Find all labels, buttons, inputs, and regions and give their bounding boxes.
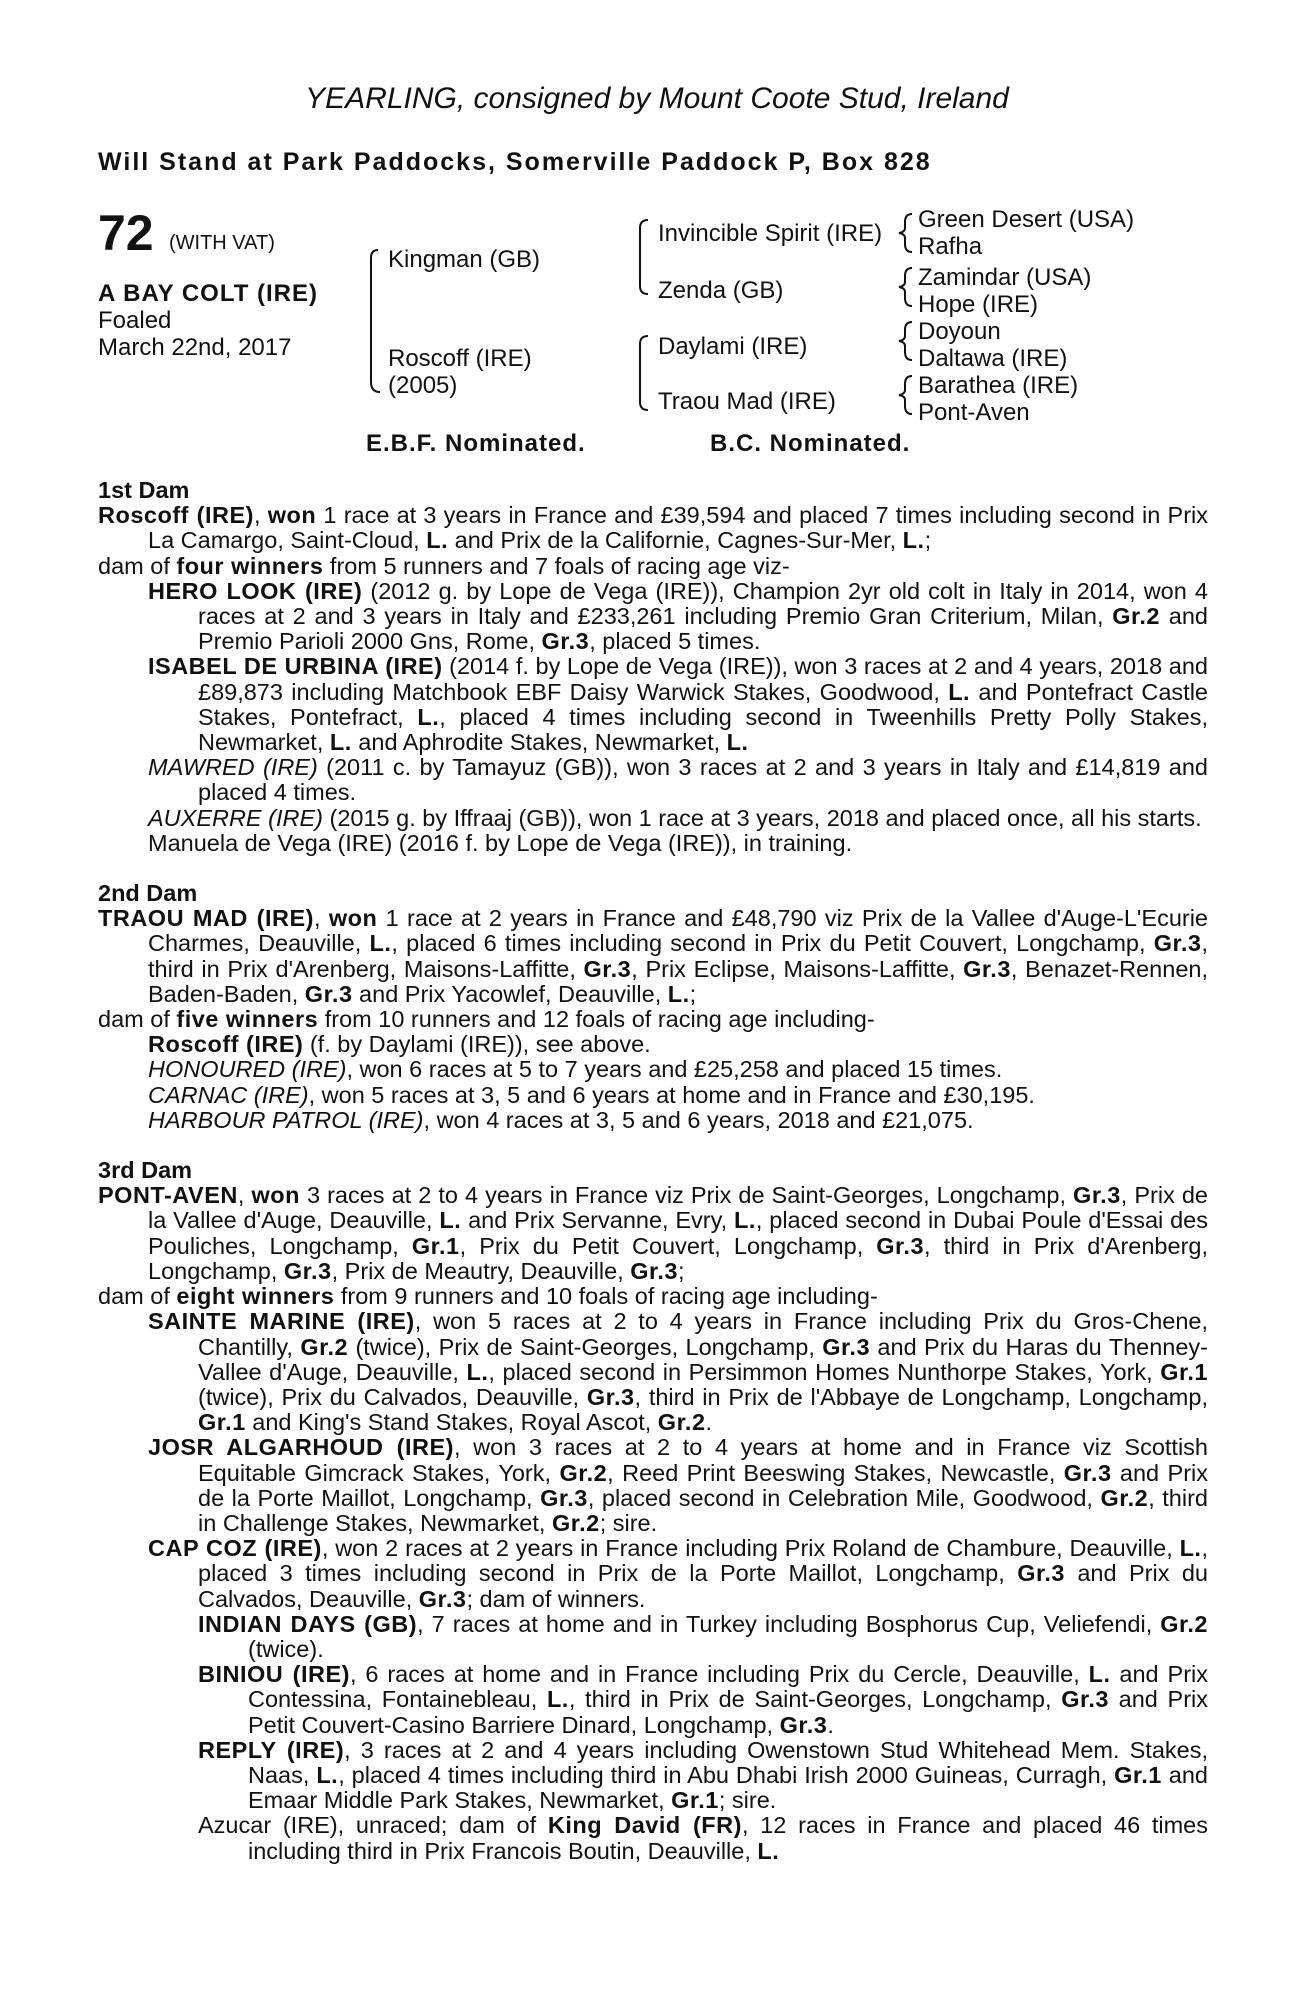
gen3-4: Hope (IRE): [918, 291, 1039, 318]
produce-auxerre: AUXERRE (IRE) (2015 g. by Iffraaj (GB)), won 1 race at 3 years, 2018 and placed once, all his starts.: [148, 804, 1202, 831]
first-dam-produce-summary: dam of four winners from 5 runners and 7 foals of racing age viz-: [98, 552, 790, 579]
dam-dam: Traou Mad (IRE): [658, 388, 836, 415]
sire-name: Kingman (GB): [388, 246, 541, 273]
second-dam-produce-summary: dam of five winners from 10 runners and 12 foals of racing age including-: [98, 1006, 875, 1033]
produce-sainte-marine: SAINTE MARINE (IRE), won 5 races at 2 to 4 years in France including Prix du Gros-Chene, Chantilly, Gr.2 (twice), Prix de Saint-Georges, Longchamp, Gr.3 and Prix du Haras du Thenney-Vallee d'Auge, Deauville, L., placed second in Persimmon Homes Nunthorpe Stakes, York, Gr.1 (twice), Prix du Calvados, Deauville, Gr.3, third in Prix de l'Abbaye de Longchamp, Longchamp, Gr.1 and King's Stand Stakes, Royal Ascot, Gr.2.: [148, 1308, 1209, 1436]
brace-g3: [899, 322, 912, 360]
brace-g1: [899, 214, 912, 252]
produce-mawred: MAWRED (IRE) (2011 c. by Tamayuz (GB)), won 3 races at 2 and 3 years in Italy and £14,819 and placed 4 times.: [148, 754, 1208, 806]
sire-sire: Invincible Spirit (IRE): [658, 220, 883, 247]
gen3-5: Doyoun: [918, 318, 1001, 345]
brace-gen1: [371, 250, 380, 392]
second-dam-heading: 2nd Dam: [98, 880, 198, 907]
brace-sire: [640, 220, 648, 294]
bc-nomination: B.C. Nominated.: [710, 430, 911, 457]
brace-dam: [640, 336, 648, 410]
gen3-7: Barathea (IRE): [918, 372, 1079, 399]
produce-hero-look: HERO LOOK (IRE) (2012 g. by Lope de Vega (IRE)), Champion 2yr old colt in Italy in 2014, won 4 races at 2 and 3 years in Italy and £233,261 including Premio Gran Criterium, Milan, Gr.2 and Premio Parioli 2000 Gns, Rome, Gr.3, placed 5 times.: [148, 577, 1208, 655]
horse-name: A BAY COLT (IRE): [98, 280, 319, 307]
gen3-6: Daltawa (IRE): [918, 345, 1068, 372]
foaled-label: Foaled: [98, 307, 172, 334]
brace-g4: [899, 376, 912, 414]
third-dam-produce-summary: dam of eight winners from 9 runners and 10 foals of racing age including-: [98, 1283, 878, 1310]
produce-isabel-de-urbina: ISABEL DE URBINA (IRE) (2014 f. by Lope de Vega (IRE)), won 3 races at 2 and 4 years, 2018 and £89,873 including Matchbook EBF Daisy Warwick Stakes, Goodwood, L. and Pontefract Castle Stakes, Pontefract, L., placed 4 times including second in Tweenhills Pretty Polly Stakes, Newmarket, L. and Aphrodite Stakes, Newmarket, L.: [148, 653, 1209, 756]
first-dam-name: Roscoff (IRE): [98, 502, 254, 529]
vat-note: (WITH VAT): [169, 232, 275, 254]
produce-josr-algarhoud: JOSR ALGARHOUD (IRE), won 3 races at 2 to 4 years at home and in France viz Scottish Equitable Gimcrack Stakes, York, Gr.2, Reed Print Beeswing Stakes, Newcastle, Gr.3 and Prix de la Porte Maillot, Longchamp, Gr.3, placed second in Celebration Mile, Goodwood, Gr.2, third in Challenge Stakes, Newmarket, Gr.2; sire.: [148, 1434, 1208, 1536]
third-dam-record: PONT-AVEN, won 3 races at 2 to 4 years in France viz Prix de Saint-Georges, Longchamp, Gr.3, Prix de la Vallee d'Auge, Deauville, L. and Prix Servanne, Evry, L., placed second in Dubai Poule d'Essai des Pouliches, Longchamp, Gr.1, Prix du Petit Couvert, Longchamp, Gr.3, third in Prix d'Arenberg, Longchamp, Gr.3, Prix de Meautry, Deauville, Gr.3;: [98, 1182, 1209, 1284]
third-dam-heading: 3rd Dam: [98, 1157, 193, 1184]
page-title: YEARLING, consigned by Mount Coote Stud, Ireland: [305, 82, 1009, 115]
second-dam-record: TRAOU MAD (IRE), won 1 race at 2 years in France and £48,790 viz Prix de la Vallee d'Auge-L'Ecurie Charmes, Deauville, L., placed 6 times including second in Prix du Petit Couvert, Longchamp, Gr.3, third in Prix d'Arenberg, Maisons-Laffitte, Gr.3, Prix Eclipse, Maisons-Laffitte, Gr.3, Benazet-Rennen, Baden-Baden, Gr.3 and Prix Yacowlef, Deauville, L.;: [98, 905, 1209, 1007]
produce-reply: REPLY (IRE), 3 races at 2 and 4 years including Owenstown Stud Whitehead Mem. Stakes, Naas, L., placed 4 times including third in Abu Dhabi Irish 2000 Guineas, Curragh, Gr.1 and Emaar Middle Park Stakes, Newmarket, Gr.1; sire.: [198, 1736, 1208, 1814]
dam-sire: Daylami (IRE): [658, 333, 808, 360]
foaled-date: March 22nd, 2017: [98, 334, 292, 361]
brace-g2: [899, 268, 912, 306]
ebf-nomination: E.B.F. Nominated.: [366, 430, 586, 457]
gen3-8: Pont-Aven: [918, 399, 1030, 426]
produce-biniou: BINIOU (IRE), 6 races at home and in France including Prix du Cercle, Deauville, L. and Prix Contessina, Fontainebleau, L., third in Prix de Saint-Georges, Longchamp, Gr.3 and Prix Petit Couvert-Casino Barriere Dinard, Longchamp, Gr.3.: [198, 1661, 1208, 1738]
produce-manuela: Manuela de Vega (IRE) (2016 f. by Lope de Vega (IRE)), in training.: [148, 829, 853, 856]
produce-azucar: Azucar (IRE), unraced; dam of King David (FR), 12 races in France and placed 46 times including third in Prix Francois Boutin, Deauville, L.: [198, 1812, 1208, 1864]
produce-carnac: CARNAC (IRE), won 5 races at 3, 5 and 6 years at home and in France and £30,195.: [148, 1081, 1035, 1108]
lot-number: 72: [98, 205, 154, 261]
produce-honoured: HONOURED (IRE), won 6 races at 5 to 7 years and £25,258 and placed 15 times.: [148, 1056, 1003, 1083]
stand-location: Will Stand at Park Paddocks, Somerville Paddock P, Box 828: [98, 148, 932, 176]
sire-dam: Zenda (GB): [658, 277, 784, 304]
produce-indian-days: INDIAN DAYS (GB), 7 races at home and in Turkey including Bosphorus Cup, Veliefendi, Gr.2 (twice).: [198, 1610, 1208, 1662]
catalogue-text: [98, 478, 1208, 1864]
dam-year: (2005): [388, 372, 458, 399]
produce-cap-coz: CAP COZ (IRE), won 2 races at 2 years in France including Prix Roland de Chambure, Deauville, L., placed 3 times including second in Prix de la Porte Maillot, Longchamp, Gr.3 and Prix du Calvados, Deauville, Gr.3; dam of winners.: [148, 1535, 1208, 1612]
gen3-1: Green Desert (USA): [918, 206, 1135, 233]
produce-roscoff: Roscoff (IRE) (f. by Daylami (IRE)), see above.: [148, 1031, 651, 1058]
gen3-3: Zamindar (USA): [918, 264, 1092, 291]
first-dam-heading: 1st Dam: [98, 477, 190, 503]
produce-harbour-patrol: HARBOUR PATROL (IRE), won 4 races at 3, 5 and 6 years, 2018 and £21,075.: [148, 1106, 974, 1133]
gen3-2: Rafha: [918, 233, 983, 260]
dam-name: Roscoff (IRE): [388, 345, 532, 372]
first-dam-record: Roscoff (IRE), won 1 race at 3 years in France and £39,594 and placed 7 times including second in Prix La Camargo, Saint-Cloud, L. and Prix de la Californie, Cagnes-Sur-Mer, L.;: [98, 502, 1209, 554]
